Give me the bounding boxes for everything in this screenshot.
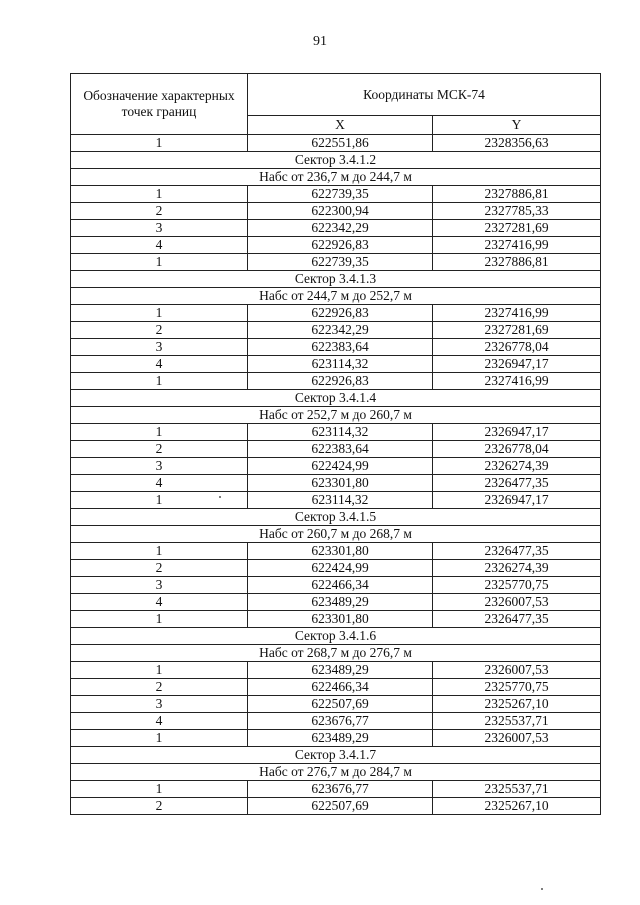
table-row (71, 220, 601, 237)
height-range-row (71, 407, 601, 424)
point-cell: 2 (71, 322, 248, 339)
sector-title: Сектор 3.4.1.5 (71, 509, 601, 526)
x-cell: 623301,80 (248, 543, 433, 560)
x-cell: 622739,35 (248, 254, 433, 271)
y-cell: 2327886,81 (433, 186, 601, 203)
x-cell: 623114,32 (248, 424, 433, 441)
y-cell: 2326778,04 (433, 441, 601, 458)
x-cell: 623301,80 (248, 611, 433, 628)
table-header (71, 74, 601, 135)
y-cell: 2325267,10 (433, 696, 601, 713)
x-cell: 622551,86 (248, 135, 433, 152)
y-cell: 2327416,99 (433, 373, 601, 390)
table-row (71, 305, 601, 322)
x-cell: 622466,34 (248, 679, 433, 696)
sector-row (71, 152, 601, 169)
point-cell: 3 (71, 577, 248, 594)
header-point-designation: Обозначение характерных точек границ (71, 74, 248, 135)
point-cell: 2 (71, 441, 248, 458)
x-cell: 623489,29 (248, 662, 433, 679)
sector-title: Сектор 3.4.1.3 (71, 271, 601, 288)
point-cell: 1 (71, 135, 248, 152)
height-range: Набс от 268,7 м до 276,7 м (71, 645, 601, 662)
sector-row (71, 509, 601, 526)
point-cell: 1 (71, 662, 248, 679)
y-cell: 2325770,75 (433, 577, 601, 594)
height-range-row (71, 288, 601, 305)
table-row (71, 322, 601, 339)
y-cell: 2327886,81 (433, 254, 601, 271)
sector-title: Сектор 3.4.1.2 (71, 152, 601, 169)
point-cell: 1 (71, 730, 248, 747)
y-cell: 2327785,33 (433, 203, 601, 220)
table-row (71, 203, 601, 220)
y-cell: 2328356,63 (433, 135, 601, 152)
point-cell: 1 (71, 543, 248, 560)
x-cell: 622466,34 (248, 577, 433, 594)
point-cell: 2 (71, 203, 248, 220)
y-cell: 2327416,99 (433, 237, 601, 254)
x-cell: 622424,99 (248, 458, 433, 475)
point-cell: 3 (71, 696, 248, 713)
table-row (71, 475, 601, 492)
table-row (71, 254, 601, 271)
point-cell: 2 (71, 798, 248, 815)
sector-title: Сектор 3.4.1.4 (71, 390, 601, 407)
point-cell: 4 (71, 594, 248, 611)
point-cell: 3 (71, 339, 248, 356)
point-cell: 1 (71, 254, 248, 271)
height-range: Набс от 244,7 м до 252,7 м (71, 288, 601, 305)
x-cell: 622507,69 (248, 798, 433, 815)
table-row (71, 560, 601, 577)
sector-row (71, 271, 601, 288)
y-cell: 2326477,35 (433, 475, 601, 492)
sector-row (71, 390, 601, 407)
point-cell: 2 (71, 679, 248, 696)
sector-title: Сектор 3.4.1.7 (71, 747, 601, 764)
table-row (71, 730, 601, 747)
y-cell: 2326007,53 (433, 730, 601, 747)
x-cell: 622739,35 (248, 186, 433, 203)
y-cell: 2326007,53 (433, 594, 601, 611)
table-row (71, 424, 601, 441)
table-row (71, 458, 601, 475)
table-row (71, 696, 601, 713)
y-cell: 2326477,35 (433, 543, 601, 560)
header-x: X (248, 116, 433, 135)
point-cell: 4 (71, 475, 248, 492)
x-cell: 623676,77 (248, 713, 433, 730)
y-cell: 2326477,35 (433, 611, 601, 628)
point-cell: 3 (71, 220, 248, 237)
table-row (71, 798, 601, 815)
y-cell: 2326007,53 (433, 662, 601, 679)
x-cell: 623114,32 (248, 356, 433, 373)
point-cell: 1 (71, 373, 248, 390)
coordinates-table (70, 73, 601, 815)
table-row (71, 441, 601, 458)
table-row (71, 543, 601, 560)
y-cell: 2326274,39 (433, 458, 601, 475)
table-row (71, 781, 601, 798)
y-cell: 2326947,17 (433, 492, 601, 509)
point-cell: 1 (71, 424, 248, 441)
table-row (71, 373, 601, 390)
y-cell: 2325267,10 (433, 798, 601, 815)
table-row (71, 662, 601, 679)
y-cell: 2325537,71 (433, 781, 601, 798)
point-cell: 1 (71, 186, 248, 203)
height-range-row (71, 764, 601, 781)
sector-title: Сектор 3.4.1.6 (71, 628, 601, 645)
point-cell: 4 (71, 237, 248, 254)
x-cell: 623114,32 (248, 492, 433, 509)
table-row (71, 611, 601, 628)
y-cell: 2327281,69 (433, 322, 601, 339)
table-body (71, 135, 601, 815)
page-number: 91 (313, 34, 327, 49)
table-row (71, 577, 601, 594)
scan-speck (541, 888, 543, 890)
x-cell: 623301,80 (248, 475, 433, 492)
x-cell: 622342,29 (248, 220, 433, 237)
header-y: Y (433, 116, 601, 135)
x-cell: 622383,64 (248, 339, 433, 356)
y-cell: 2326274,39 (433, 560, 601, 577)
x-cell: 622926,83 (248, 237, 433, 254)
sector-row (71, 628, 601, 645)
height-range: Набс от 276,7 м до 284,7 м (71, 764, 601, 781)
table-row (71, 594, 601, 611)
scan-speck (219, 496, 221, 498)
y-cell: 2326778,04 (433, 339, 601, 356)
y-cell: 2327281,69 (433, 220, 601, 237)
sector-row (71, 747, 601, 764)
x-cell: 622926,83 (248, 373, 433, 390)
point-cell: 1 (71, 492, 248, 509)
x-cell: 623676,77 (248, 781, 433, 798)
table-row (71, 492, 601, 509)
x-cell: 622507,69 (248, 696, 433, 713)
point-cell: 4 (71, 356, 248, 373)
table-row (71, 237, 601, 254)
point-cell: 3 (71, 458, 248, 475)
x-cell: 622300,94 (248, 203, 433, 220)
y-cell: 2327416,99 (433, 305, 601, 322)
height-range: Набс от 236,7 м до 244,7 м (71, 169, 601, 186)
point-cell: 4 (71, 713, 248, 730)
height-range: Набс от 260,7 м до 268,7 м (71, 526, 601, 543)
x-cell: 623489,29 (248, 594, 433, 611)
x-cell: 622424,99 (248, 560, 433, 577)
point-cell: 2 (71, 560, 248, 577)
x-cell: 622926,83 (248, 305, 433, 322)
table-row (71, 356, 601, 373)
table-row (71, 339, 601, 356)
height-range-row (71, 169, 601, 186)
table-row (71, 186, 601, 203)
table-row (71, 135, 601, 152)
header-coordinates: Координаты МСК-74 (248, 74, 601, 116)
table-row (71, 713, 601, 730)
x-cell: 623489,29 (248, 730, 433, 747)
height-range: Набс от 252,7 м до 260,7 м (71, 407, 601, 424)
table-row (71, 679, 601, 696)
height-range-row (71, 645, 601, 662)
height-range-row (71, 526, 601, 543)
point-cell: 1 (71, 305, 248, 322)
x-cell: 622342,29 (248, 322, 433, 339)
y-cell: 2326947,17 (433, 424, 601, 441)
y-cell: 2325537,71 (433, 713, 601, 730)
point-cell: 1 (71, 611, 248, 628)
x-cell: 622383,64 (248, 441, 433, 458)
y-cell: 2325770,75 (433, 679, 601, 696)
y-cell: 2326947,17 (433, 356, 601, 373)
point-cell: 1 (71, 781, 248, 798)
